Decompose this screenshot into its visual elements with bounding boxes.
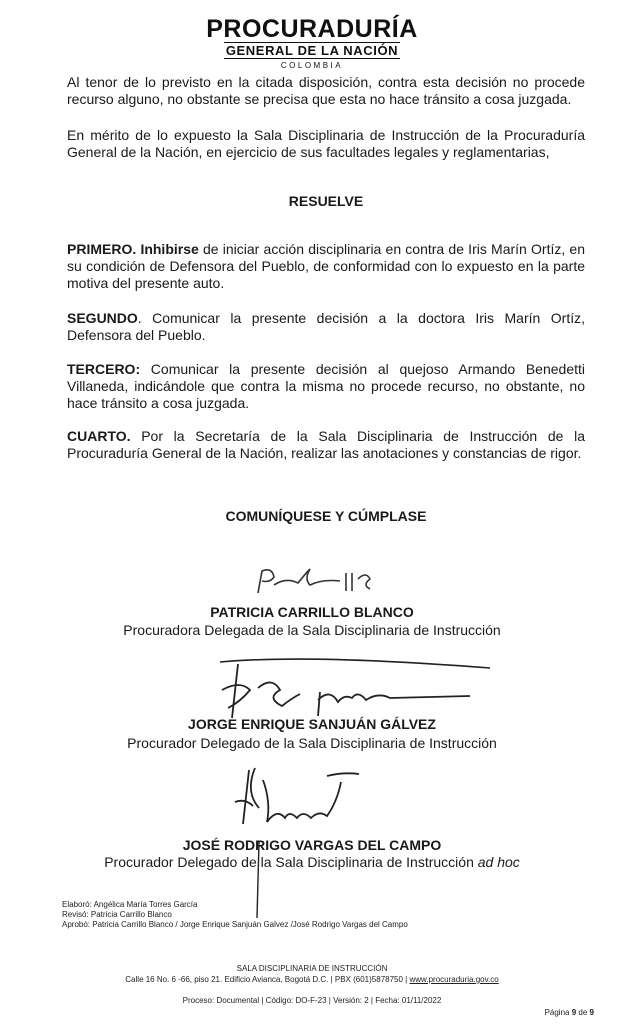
- signature-2-name: JORGE ENRIQUE SANJUÁN GÁLVEZ: [188, 716, 436, 732]
- primero-text: de iniciar acción disciplinaria en contra de Iris Marín Ortíz, en su condición de Defensora del Pueblo, de conformidad con lo expuesto en la parte motiva del presente auto.: [67, 241, 586, 291]
- signature-3-name: JOSÉ RODRIGO VARGAS DEL CAMPO: [182, 837, 442, 853]
- cuarto-label: CUARTO.: [67, 428, 131, 444]
- paragraph-recurso: Al tenor de lo previsto en la citada disposición, contra esta decisión no procede recurso alguno, no obstante se precisa que esta no hace tránsito a cosa juzgada.: [67, 74, 585, 107]
- signature-3-title-text: Procurador Delegado de la Sala Disciplinaria de Instrucción: [104, 854, 474, 870]
- header-logo: [0, 16, 624, 72]
- page-prefix: Página: [544, 1008, 570, 1017]
- footer-office: SALA DISCIPLINARIA DE INSTRUCCIÓN: [236, 964, 388, 973]
- segundo-text: . Comunicar la presente decisión a la doctora Iris Marín Ortíz, Defensora del Pueblo.: [67, 310, 585, 343]
- segundo-label: SEGUNDO: [67, 310, 138, 326]
- credits-block: [62, 900, 408, 930]
- closing-heading: COMUNÍQUESE Y CÚMPLASE: [225, 508, 427, 524]
- resuelve-heading: RESUELVE: [288, 193, 364, 209]
- signature-3-title: [0, 854, 624, 870]
- page-current: 9: [571, 1008, 577, 1017]
- logo-country-text: COLOMBIA: [280, 61, 344, 70]
- signature-1-title: Procuradora Delegada de la Sala Disciplinaria de Instrucción: [123, 622, 501, 638]
- primero-bold: Inhibirse: [140, 241, 199, 257]
- footer-address: Calle 16 No. 6 -66, piso 21. Edificio Avianca, Bogotá D.C. | PBX (601)5878750 |: [125, 975, 408, 984]
- page-total: 9: [589, 1008, 594, 1017]
- signature-2-title: Procurador Delegado de la Sala Disciplinaria de Instrucción: [127, 735, 497, 751]
- primero-label: PRIMERO.: [67, 241, 137, 257]
- credit-elaboro: Elaboró: Angélica María Torres García: [62, 900, 198, 909]
- signature-2-scribble: [210, 650, 500, 725]
- cuarto-text: Por la Secretaría de la Sala Disciplinaria de Instrucción de la Procuraduría General de la Nación, realizar las anotaciones y constancias de rigor.: [67, 428, 585, 461]
- paragraph-merito: En mérito de lo expuesto la Sala Disciplinaria de Instrucción de la Procuraduría General de la Nación, en ejercicio de sus facultades legales y reglamentarias,: [67, 127, 585, 160]
- tercero-text: Comunicar la presente decisión al quejoso Armando Benedetti Villaneda, indicándole que contra la misma no procede recurso, no obstante, no hace tránsito a cosa juzgada.: [67, 361, 586, 411]
- footer-address-line: [0, 975, 624, 985]
- credit-reviso: Revisó: Patricia Carrillo Blanco: [62, 910, 172, 919]
- item-tercero: [67, 361, 585, 412]
- page-of: de: [578, 1008, 588, 1017]
- item-primero: [67, 241, 585, 292]
- credit-aprobo: Aprobó: Patricia Carrillo Blanco / Jorge Enrique Sanjuán Galvez /José Rodrigo Vargas del Campo: [62, 920, 408, 929]
- tercero-label: TERCERO:: [67, 361, 141, 377]
- item-cuarto: [67, 428, 585, 462]
- signature-3-ad-hoc: ad hoc: [477, 854, 520, 870]
- footer-process: Proceso: Documental | Código: DO-F-23 | Versión: 2 | Fecha: 01/11/2022: [182, 996, 442, 1005]
- page-number: [545, 1008, 594, 1017]
- item-segundo: [67, 310, 585, 344]
- signature-1-scribble: [250, 563, 390, 603]
- logo-sub-text: GENERAL DE LA NACIÓN: [225, 43, 399, 58]
- footer-website-link[interactable]: www.procuraduria.gov.co: [409, 975, 499, 984]
- logo-main-text: PROCURADURÍA: [206, 15, 418, 43]
- signature-1-name: PATRICIA CARRILLO BLANCO: [210, 604, 414, 620]
